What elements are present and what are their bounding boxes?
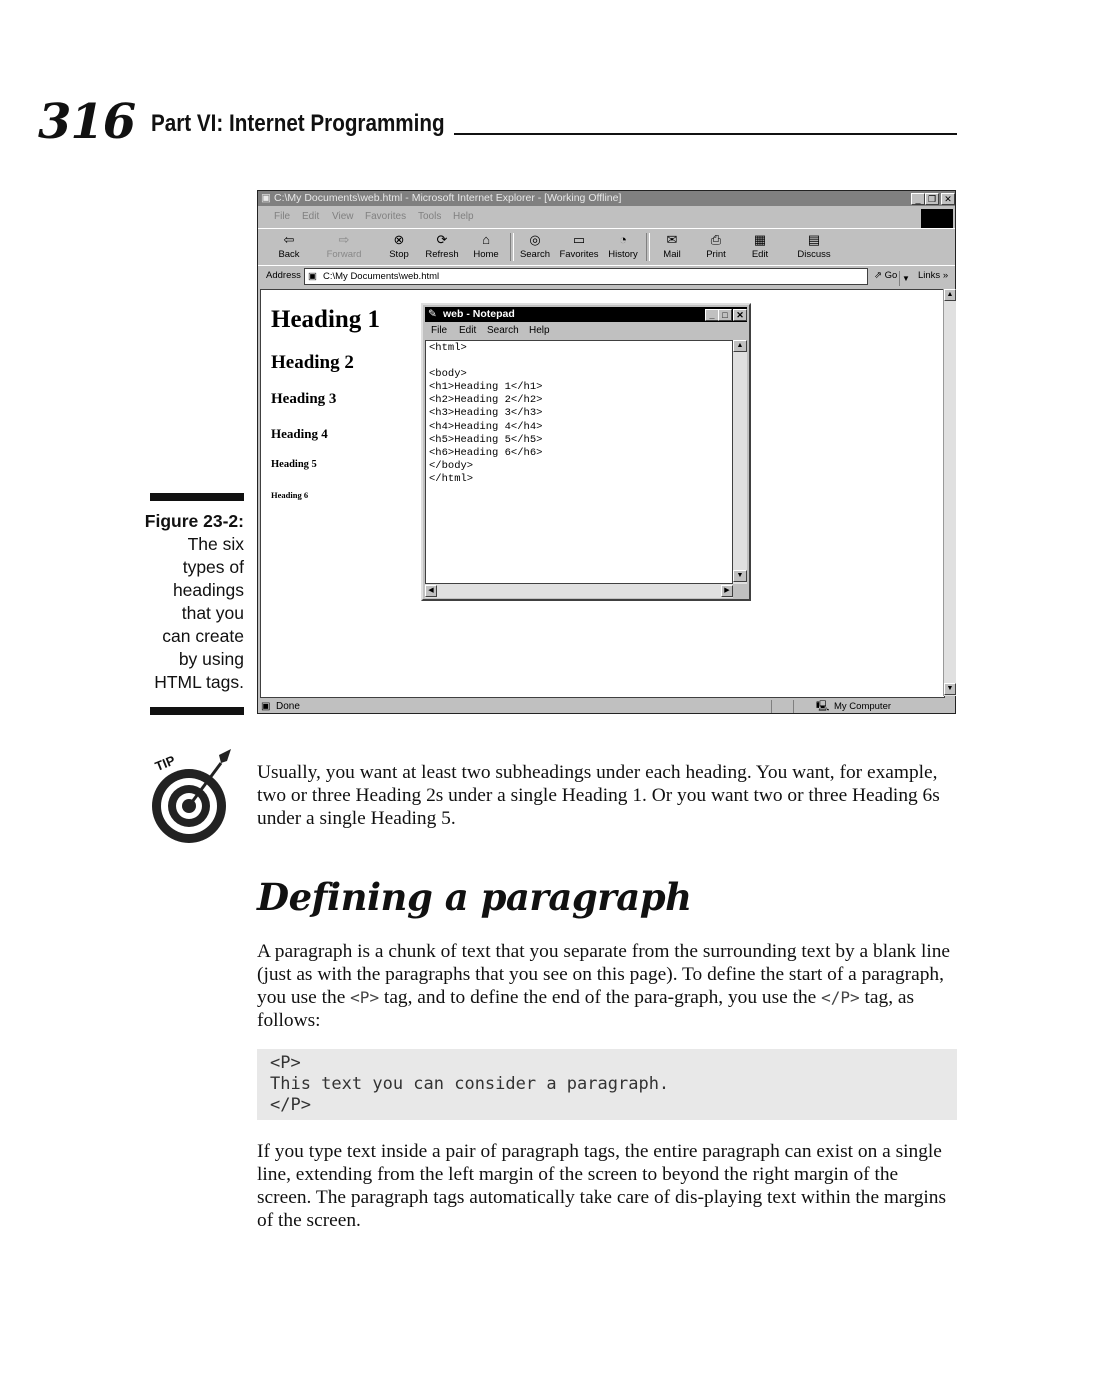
windows-logo-icon [921,209,953,228]
caption-line: types of [182,557,244,577]
notepad-window [421,303,751,601]
menu-file[interactable]: File [274,211,291,222]
paragraph-1: A paragraph is a chunk of text that you separate from the surrounding text by a blank line (just as with the paragraphs that you see on this page). To define the start of a paragraph, you use the <P> tag, and to define the end of the para-graph, you use the </P> tag, as follows: [257,941,951,1031]
print-icon: ⎙ [710,232,722,247]
status-divider [793,700,794,713]
menu-edit[interactable]: Edit [302,211,320,222]
notepad-titlebar [425,307,747,322]
go-button[interactable]: ⇗ Go [874,270,898,281]
code-line: This text you can consider a paragraph. [270,1074,670,1094]
forward-arrow-icon: ⇨ [338,232,350,247]
edit-button[interactable]: ▦ Edit [751,232,769,260]
caption-label: Figure 23-2: [144,511,244,531]
forward-button[interactable]: ⇨ Forward [326,232,362,260]
notepad-menu-edit[interactable]: Edit [459,325,477,336]
notepad-menu-search[interactable]: Search [487,325,519,336]
notepad-menubar [425,323,747,339]
caption-bottom-bar [150,707,244,715]
home-icon: ⌂ [482,232,490,247]
page-number: 316 [38,94,136,150]
browser-titlebar [258,191,955,206]
browser-vertical-scrollbar[interactable] [943,289,956,696]
close-icon[interactable]: ✕ [941,193,955,205]
caption-line: The six [187,534,244,554]
caption-top-bar [150,493,244,501]
heading-4: Heading 4 [271,426,328,441]
scroll-down-icon[interactable]: ▼ [733,570,747,582]
stop-icon: ⊗ [393,232,405,247]
heading-1: Heading 1 [271,306,381,333]
menu-favorites[interactable]: Favorites [365,211,407,222]
computer-icon: 🖳 [816,701,830,712]
status-bar [258,699,955,714]
zone-text: My Computer [834,701,892,712]
minimize-icon[interactable]: _ [911,193,925,205]
restore-icon[interactable]: ❐ [925,193,939,205]
address-dropdown-icon[interactable]: ▼ [899,271,912,286]
address-label: Address [266,270,301,281]
figure-caption [110,510,244,694]
p-close-tag: </P> [821,988,860,1007]
mail-button[interactable]: ✉ Mail [663,232,681,260]
scroll-left-icon[interactable]: ◀ [425,585,437,597]
search-button[interactable]: ◎ Search [519,232,551,260]
part-title: Part VI: Internet Programming [151,110,445,137]
go-arrow-icon: ⇗ [874,270,882,281]
stop-button[interactable]: ⊗ Stop [389,232,409,260]
scroll-up-icon[interactable]: ▲ [733,340,747,352]
notepad-menu-file[interactable]: File [431,325,448,336]
scroll-up-icon[interactable]: ▲ [944,289,956,301]
browser-toolbar [258,228,955,265]
header-rule [454,133,957,135]
menu-view[interactable]: View [332,211,354,222]
caption-line: that you [181,603,244,623]
browser-content [260,289,945,698]
refresh-button[interactable]: ⟳ Refresh [425,232,459,260]
caption-line: can create [162,626,244,646]
code-block [257,1049,957,1120]
ie-page-icon: ▣ [261,192,271,204]
notepad-title: web - Notepad [443,308,515,320]
browser-title: C:\My Documents\web.html - Microsoft Internet Explorer - [Working Offline] [274,192,622,204]
links-button[interactable]: Links » [918,270,949,281]
address-value: C:\My Documents\web.html [323,271,440,282]
tip-label: TIP [152,752,178,774]
paragraph-2: If you type text inside a pair of paragraph tags, the entire paragraph can exist on a single line, extending from the left margin of the screen to beyond the right margin of the screen. The paragraph tags automatically take care of dis-playing text within the margins of the screen. [257,1141,947,1231]
notepad-menu-help[interactable]: Help [529,325,550,336]
page-icon: ▣ [261,701,271,712]
refresh-icon: ⟳ [436,232,448,247]
back-button[interactable]: ⇦ Back [278,232,300,260]
heading-6: Heading 6 [271,490,309,500]
caption-line: by using [178,649,244,669]
menu-tools[interactable]: Tools [418,211,442,222]
address-bar [258,265,955,286]
discuss-button[interactable]: ▤ Discuss [797,232,831,260]
edit-icon: ▦ [753,232,767,247]
minimize-icon[interactable]: _ [705,309,719,321]
mail-icon: ✉ [666,232,678,247]
notepad-vertical-scrollbar[interactable] [733,340,747,584]
scroll-down-icon[interactable]: ▼ [944,683,956,695]
discuss-icon: ▤ [807,232,821,247]
print-button[interactable]: ⎙ Print [706,232,726,260]
status-text: Done [276,701,300,712]
notepad-horizontal-scrollbar[interactable] [425,584,733,598]
maximize-icon[interactable]: □ [718,309,732,321]
section-title: Defining a paragraph [257,875,692,919]
code-line: </P> [270,1095,311,1115]
history-button[interactable]: ◔ History [608,232,638,260]
heading-5: Heading 5 [271,459,317,470]
caption-line: HTML tags. [154,672,244,692]
notepad-text-area[interactable]: <html> <body> <h1>Heading 1</h1> <h2>Heading 2</h2> <h3>Heading 3</h3> <h4>Heading 4</h4> <h5>Heading 5</h5> <h6>Heading 6</h6> </body> </html> [425,340,733,584]
search-icon: ◎ [529,232,541,247]
back-arrow-icon: ⇦ [283,232,295,247]
tip-text: Usually, you want at least two subheadings under each heading. You want, for example, two or three Heading 2s under a single Heading 1. Or you want two or three Heading 6s under a single Heading 5. [257,762,940,829]
caption-line: headings [172,580,244,600]
heading-3: Heading 3 [271,391,337,407]
notepad-icon: ✎ [428,308,437,320]
p-open-tag: <P> [350,988,380,1007]
browser-menubar [258,207,955,225]
page-icon: ▣ [308,271,317,282]
browser-window [257,190,956,714]
tip-icon [147,745,237,852]
heading-2: Heading 2 [271,352,354,373]
history-icon: ◔ [619,232,627,247]
favorites-button[interactable]: ▭ Favorites [559,232,599,260]
favorites-icon: ▭ [572,232,586,247]
close-icon[interactable]: ✕ [733,309,747,321]
code-line: <P> [270,1053,301,1073]
menu-help[interactable]: Help [453,211,474,222]
home-button[interactable]: ⌂ Home [473,232,499,260]
scroll-right-icon[interactable]: ▶ [721,585,733,597]
status-divider [771,700,772,713]
